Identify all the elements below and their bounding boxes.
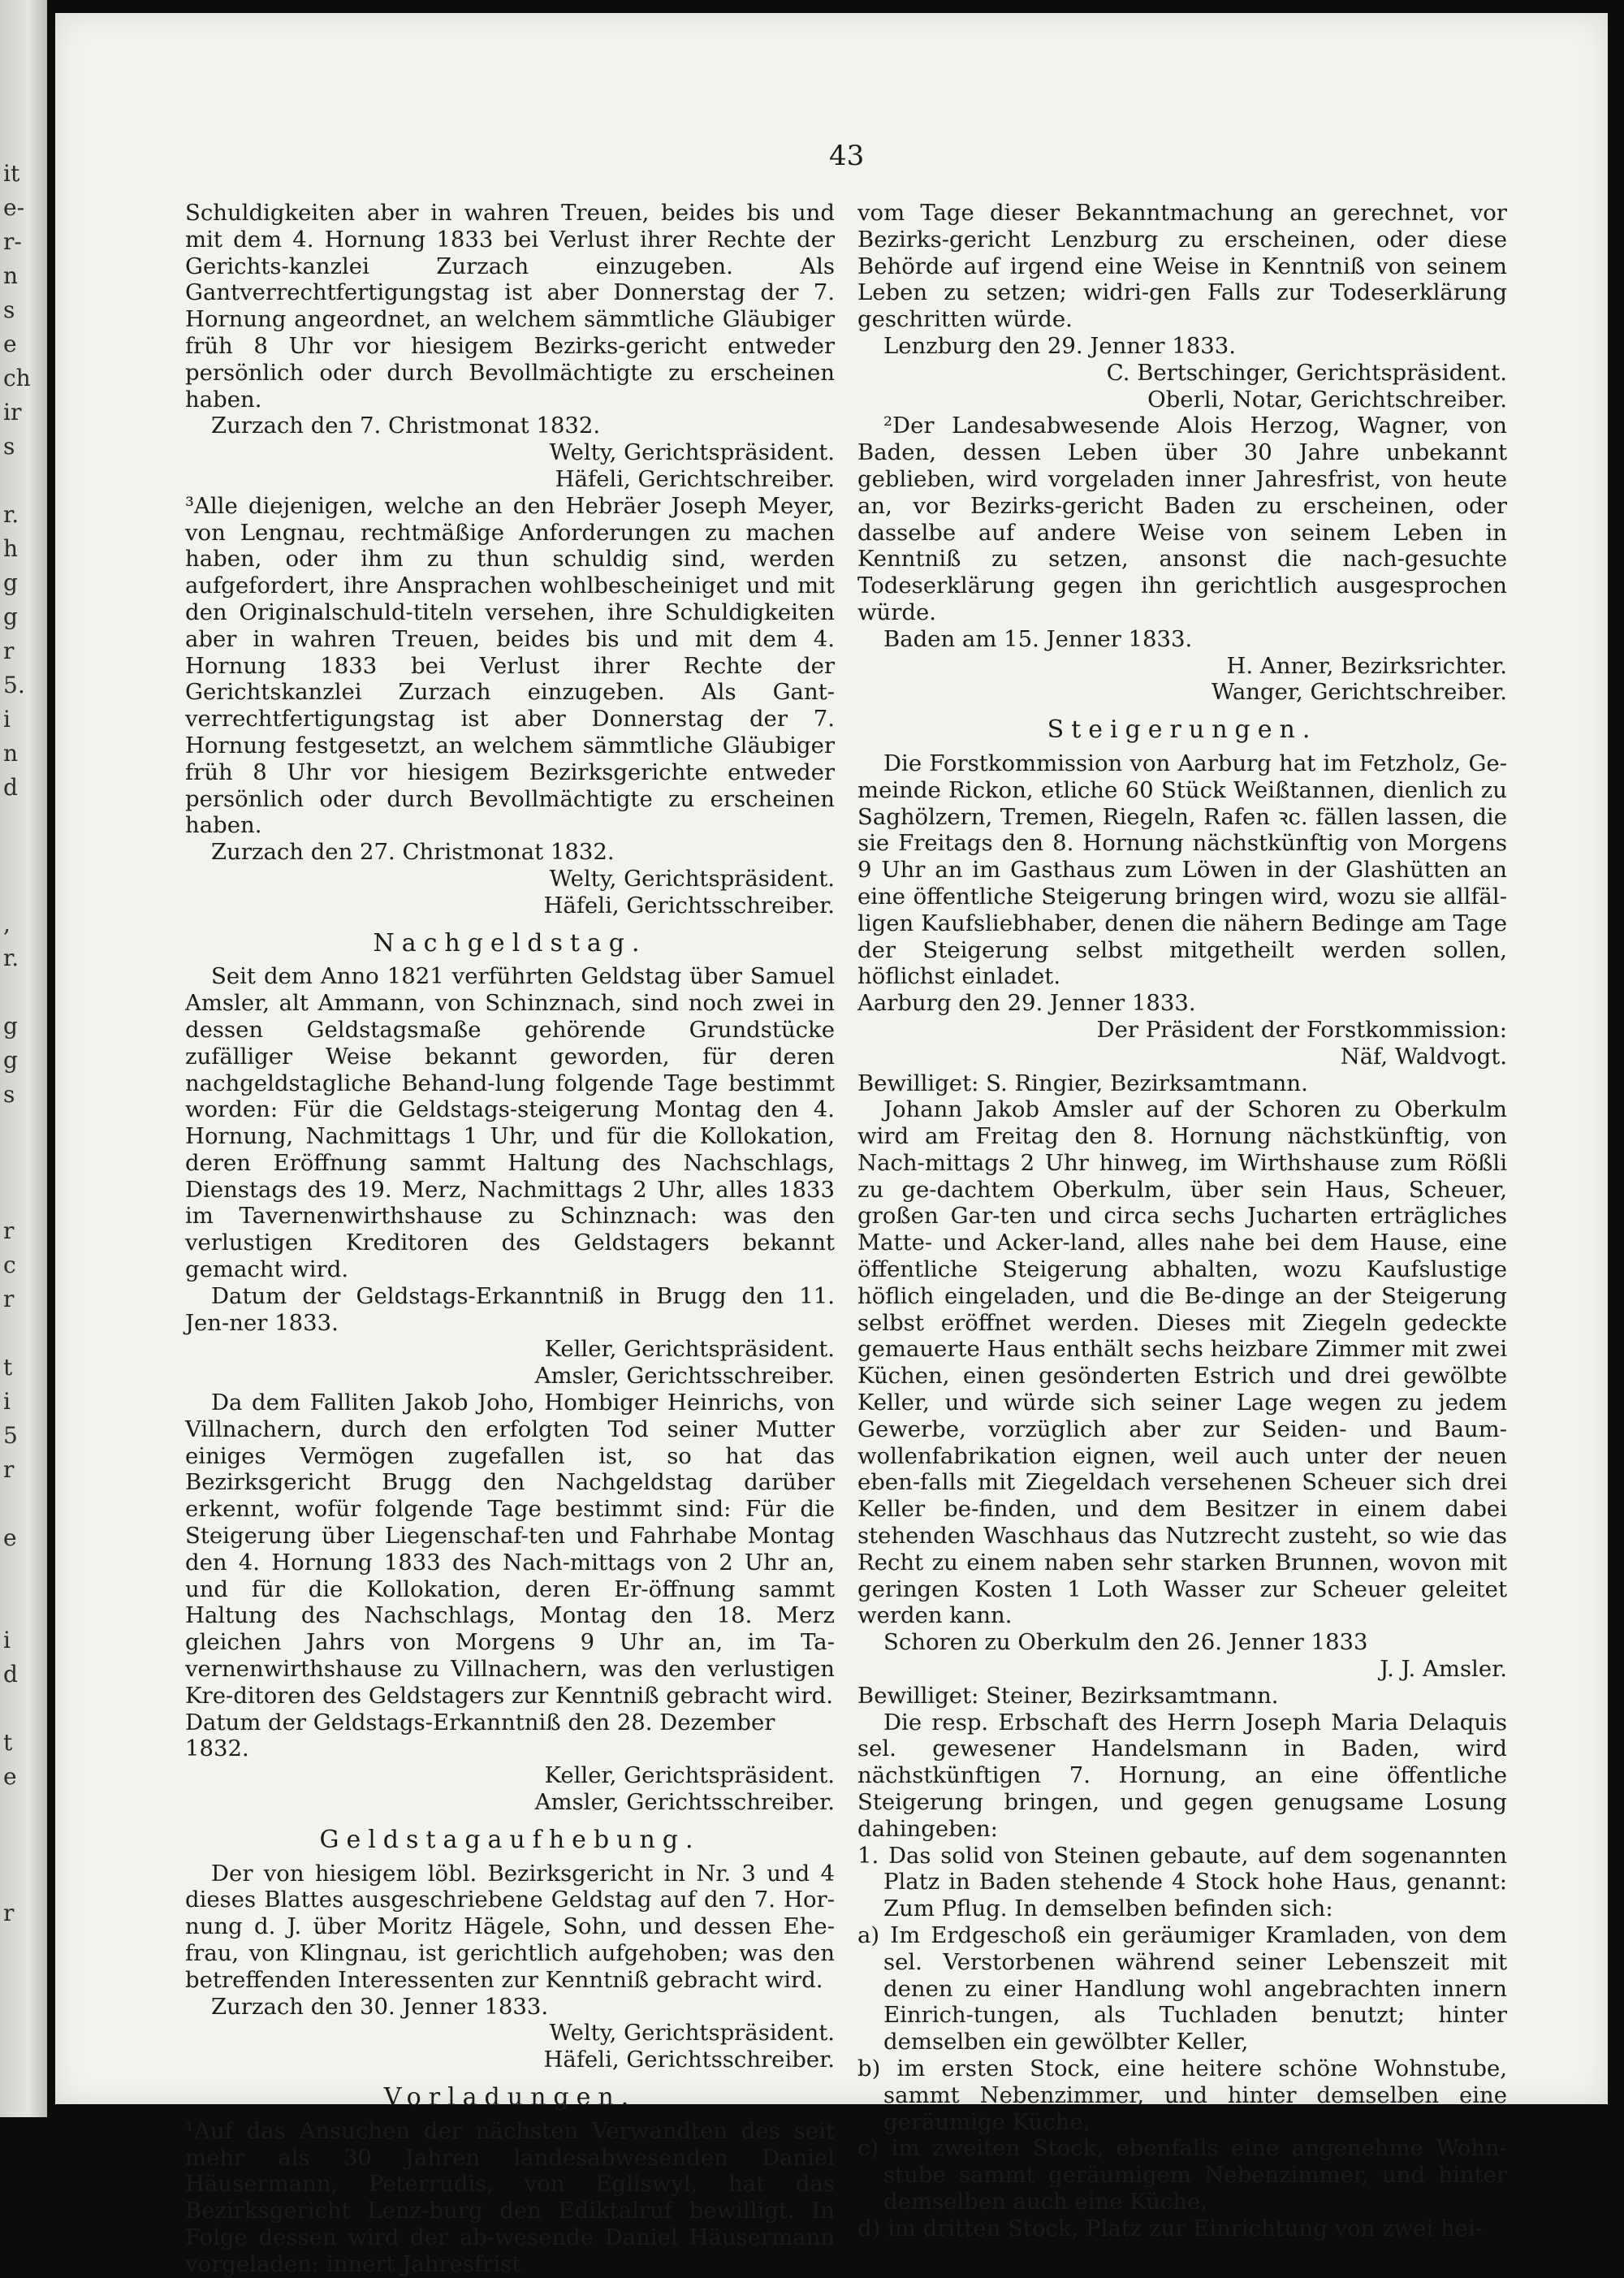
spine-fragment: i xyxy=(3,1627,11,1653)
text-paragraph: Zurzach den 27. Christmonat 1832. xyxy=(211,839,615,866)
spine-fragment: r xyxy=(3,1456,15,1483)
document-page xyxy=(55,13,1608,2277)
spine-fragment: , xyxy=(3,910,11,937)
page-number: 43 xyxy=(829,140,865,172)
spine-fragment: 5. xyxy=(3,672,25,698)
spine-fragment: g xyxy=(3,1047,18,1074)
text-paragraph: Datum der Geldstags-Erkanntniß den 28. Dezember 1832. xyxy=(185,1709,775,1762)
text-paragraph: d) im dritten Stock, Platz zur Einrichtung von zwei hei- xyxy=(857,2215,1484,2241)
spine-fragment: t xyxy=(3,1729,13,1756)
signature-line: Keller, Gerichtspräsident. xyxy=(544,1336,835,1363)
text-paragraph: Zurzach den 30. Jenner 1833. xyxy=(211,1993,549,2020)
signature-line: Welty, Gerichtspräsident. xyxy=(549,865,835,892)
text-paragraph: Die resp. Erbschaft des Herrn Joseph Maria Delaquis sel. gewesener Handelsmann in Baden, wird nächstkünftigen 7. Hornung, an eine öffentliche Steigerung bringen, und gegen genugsame Losung dahingeben: xyxy=(857,1709,1507,1842)
text-paragraph: a) Im Erdgeschoß ein geräumiger Kramladen, von dem sel. Verstorbenen während seiner Lebenszeit mit denen zu einer Handlung wohl angebrachten innern Einrich-tungen, als Tuchladen benutzt; hinter demselben ein gewölbter Keller, xyxy=(857,1922,1507,2055)
signature-line: Häfeli, Gerichtsschreiber. xyxy=(543,892,835,919)
left-column xyxy=(185,200,835,2278)
text-paragraph: vom Tage dieser Bekanntmachung an gerechnet, vor Bezirks-gericht Lenzburg zu erscheinen, oder diese Behörde auf irgend eine Weise in Kenntniß von seinem Leben zu setzen; widri-gen Falls zur Todeserklärung geschritten würde. xyxy=(857,200,1507,333)
signature-line: Häfeli, Gerichtsschreiber. xyxy=(543,2047,835,2073)
text-paragraph: 1. Das solid von Steinen gebaute, auf dem sogenannten Platz in Baden stehende 4 Stock hohe Haus, genannt: Zum Pflug. In demselben befinden sich: xyxy=(857,1842,1507,1922)
section-heading: Steigerungen. xyxy=(1047,715,1318,745)
spine-fragment: s xyxy=(3,433,15,460)
spine-fragment: n xyxy=(3,262,19,289)
text-paragraph: Baden am 15. Jenner 1833. xyxy=(883,625,1193,652)
text-paragraph: ³Alle diejenigen, welche an den Hebräer Joseph Meyer, von Lengnau, rechtmäßige Anforderungen zu machen haben, oder ihm zu thun schuldig sind, werden aufgefordert, ihre Ansprachen wohlbescheiniget und mit den Originalschuld-titeln versehen, ihre Schuldigkeiten aber in wahren Treuen, beides bis und mit dem 4. Hornung 1833 bei Verlust ihrer Rechte der Gerichtskanzlei Zurzach einzugeben. Als Gant-verrechtfertigungstag ist aber Donnerstag der 7. Hornung festgesetzt, an welchem sämmtliche Gläubiger früh 8 Uhr vor hiesigem Bezirksgerichte entweder persönlich oder durch Bevollmächtigte zu erscheinen haben. xyxy=(185,492,835,839)
spine-fragment: s xyxy=(3,296,15,323)
spine-fragment: r xyxy=(3,1217,15,1244)
text-paragraph: Lenzburg den 29. Jenner 1833. xyxy=(883,332,1236,359)
spine-fragment: h xyxy=(3,535,19,562)
text-paragraph: ²Der Landesabwesende Alois Herzog, Wagner, von Baden, dessen Leben über 30 Jahre unbekannt geblieben, wird vorgeladen inner Jahresfrist, von heute an, vor Bezirks-gericht Baden zu erscheinen, oder dasselbe auf andere Weise von seinem Leben in Kenntniß zu setzen, ansonst die nach-gesuchte Todeserklärung gegen ihn gerichtlich ausgesprochen würde. xyxy=(857,413,1507,625)
spine-fragment: r xyxy=(3,1286,15,1312)
text-paragraph: Aarburg den 29. Jenner 1833. xyxy=(857,990,1196,1017)
spine-fragment: n xyxy=(3,740,19,767)
spine-fragment: r xyxy=(3,1900,15,1926)
text-paragraph: Der von hiesigem löbl. Bezirksgericht in Nr. 3 und 4 dieses Blattes ausgeschriebene Geldstag auf den 7. Hor-nung d. J. über Moritz Hägele, Sohn, und dessen Ehe-frau, von Klingnau, ist gerichtlich aufgehoben; was den betreffenden Interessenten zur Kenntniß gebracht wird. xyxy=(185,1860,835,1993)
text-paragraph: b) im ersten Stock, eine heitere schöne Wohnstube, sammt Nebenzimmer, und hinter demselben eine geräumige Küche, xyxy=(857,2055,1507,2135)
spine-fragment: e- xyxy=(3,194,25,221)
spine-fragment: g xyxy=(3,603,18,630)
signature-line: Welty, Gerichtspräsident. xyxy=(549,439,835,466)
spine-fragment: e xyxy=(3,331,17,357)
spine-fragment: e xyxy=(3,1524,17,1551)
spine-fragment: r. xyxy=(3,944,19,971)
spine-fragment: it xyxy=(3,160,20,187)
text-paragraph: Schuldigkeiten aber in wahren Treuen, beides bis und mit dem 4. Hornung 1833 bei Verlust ihrer Rechte der Gerichts-kanzlei Zurzach einzugeben. Als Gantverrechtfertigungstag ist aber Donnerstag der 7. Hornung angeordnet, an welchem sämmtliche Gläubiger früh 8 Uhr vor hiesigem Bezirks-gericht entweder persönlich oder durch Bevollmächtigte zu erscheinen haben. xyxy=(185,200,835,413)
signature-line: Der Präsident der Forstkommission: xyxy=(1096,1016,1507,1043)
spine-fragment: i xyxy=(3,1388,11,1415)
spine-fragment: r. xyxy=(3,501,19,528)
adjacent-page-strip xyxy=(0,0,47,2117)
signature-line: Häfeli, Gerichtschreiber. xyxy=(555,465,835,492)
text-paragraph: Datum der Geldstags-Erkanntniß in Brugg den 11. Jen-ner 1833. xyxy=(185,1282,835,1336)
spine-fragment: g xyxy=(3,569,18,596)
spine-fragment: ch xyxy=(3,365,31,391)
spine-fragment: c xyxy=(3,1251,16,1278)
text-paragraph: Zurzach den 7. Christmonat 1832. xyxy=(211,413,601,439)
spine-fragment: d xyxy=(3,774,18,801)
section-heading: Nachgeldstag. xyxy=(373,928,647,957)
text-paragraph: c) im zweiten Stock, ebenfalls eine angenehme Wohn-stube sammt geräumigem Nebenzimmer, und hinter demselben auch eine Küche, xyxy=(857,2135,1507,2215)
signature-line: Näf, Waldvogt. xyxy=(1340,1043,1507,1070)
text-paragraph: Schoren zu Oberkulm den 26. Jenner 1833 xyxy=(883,1629,1368,1656)
text-paragraph: Seit dem Anno 1821 verführten Geldstag über Samuel Amsler, alt Ammann, von Schinznach, sind noch zwei in dessen Geldstagsmaße gehörende Grundstücke zufälliger Weise bekannt geworden, für deren nachgeldstagliche Behand-lung folgende Tage bestimmt worden: Für die Geldstags-steigerung Montag den 4. Hornung, Nachmittags 1 Uhr, und für die Kollokation, deren Eröffnung sammt Haltung des Nachschlags, Dienstags des 19. Merz, Nachmittags 2 Uhr, alles 1833 im Tavernenwirthshause zu Schinznach: was den verlustigen Kreditoren des Geldstagers bekannt gemacht wird. xyxy=(185,963,835,1283)
text-paragraph: Bewilliget: S. Ringier, Bezirksamtmann. xyxy=(857,1070,1308,1096)
signature-line: Keller, Gerichtspräsident. xyxy=(544,1762,835,1789)
signature-line: Wanger, Gerichtschreiber. xyxy=(1212,679,1507,706)
spine-fragment: d xyxy=(3,1661,18,1688)
spine-fragment: 5 xyxy=(3,1422,18,1449)
signature-line: Amsler, Gerichtsschreiber. xyxy=(534,1789,835,1816)
spine-fragment: g xyxy=(3,1013,18,1040)
spine-fragment: ir xyxy=(3,399,22,426)
signature-line: Amsler, Gerichtsschreiber. xyxy=(534,1363,835,1390)
text-paragraph: Da dem Falliten Jakob Joho, Hombiger Heinrichs, von Villnachern, durch den erfolgten Tod seiner Mutter einiges Vermögen zugefallen ist, so hat das Bezirksgericht Brugg den Nachgeldstag darüber erkennt, wofür folgende Tage bestimmt sind: Für die Steigerung über Liegenschaf-ten und Fahrhabe Montag den 4. Hornung 1833 des Nach-mittags von 2 Uhr an, und für die Kollokation, deren Er-öffnung sammt Haltung des Nachschlags, Montag den 18. Merz gleichen Jahrs von Morgens 9 Uhr an, im Ta-vernenwirthshause zu Villnachern, was den verlustigen Kre-ditoren des Geldstagers zur Kenntniß gebracht wird. xyxy=(185,1390,835,1709)
text-paragraph: ¹Auf das Ansuchen der nächsten Verwandten des seit mehr als 30 Jahren landesabwesenden Daniel Häusermann, Peterrudis, von Egliswyl, hat das Bezirksgericht Lenz-burg den Ediktalruf bewilligt. In Folge dessen wird der ab-wesende Daniel Häusermann vorgeladen: innert Jahresfrist xyxy=(185,2117,835,2277)
section-heading: Geldstagaufhebung. xyxy=(319,1825,701,1854)
spine-fragment: t xyxy=(3,1354,13,1381)
text-paragraph: Bewilliget: Steiner, Bezirksamtmann. xyxy=(857,1682,1279,1709)
section-heading: Vorladungen. xyxy=(383,2082,637,2112)
spine-fragment: i xyxy=(3,706,11,733)
signature-line: Oberli, Notar, Gerichtschreiber. xyxy=(1147,386,1507,413)
text-paragraph: Die Forstkommission von Aarburg hat im Fetzholz, Ge-meinde Rickon, etliche 60 Stück Weißtannen, dienlich zu Saghölzern, Tremen, Riegeln, Rafen ꝛc. fällen lassen, die sie Freitags den 8. Hornung nächstkünftig von Morgens 9 Uhr an im Gasthaus zum Löwen in der Glashütten an eine öffentliche Steigerung bringen wird, wozu sie allfäl-ligen Kaufsliebhaber, denen die nähern Bedinge am Tage der Steigerung selbst mitgetheilt werden sollen, höflichst einladet. xyxy=(857,750,1507,990)
text-paragraph: Johann Jakob Amsler auf der Schoren zu Oberkulm wird am Freitag den 8. Hornung nächstkünftig, von Nach-mittags 2 Uhr hinweg, im Wirthshause zum Rößli zu ge-dachtem Oberkulm, über sein Haus, Scheuer, großen Gar-ten und circa sechs Jucharten erträgliches Matte- und Acker-land, alles nahe bei dem Hause, eine öffentliche Steigerung abhalten, wozu Kaufslustige höflich eingeladen, und die Be-dinge an der Steigerung selbst eröffnet werden. Dieses mit Ziegeln gedeckte gemauerte Haus enthält sechs heizbare Zimmer mit zwei Küchen, einen gesönderten Estrich und drei gewölbte Keller, und würde sich seiner Lage wegen zu jedem Gewerbe, vorzüglich aber zur Seiden- und Baum-wollenfabrikation eignen, weil auch unter der neuen eben-falls mit Ziegeldach versehenen Scheuer sich drei Keller be-finden, und dem Besitzer in einem dabei stehenden Waschhaus das Nutzrecht zusteht, so wie das Recht zu einem naben sehr starken Brunnen, wovon mit geringen Kosten 1 Loth Wasser zur Scheuer geleitet werden kann. xyxy=(857,1096,1507,1629)
spine-fragment: s xyxy=(3,1081,15,1108)
signature-line: C. Bertschinger, Gerichtspräsident. xyxy=(1106,359,1507,386)
signature-line: J. J. Amsler. xyxy=(1380,1656,1507,1683)
signature-line: H. Anner, Bezirksrichter. xyxy=(1226,652,1507,679)
spine-fragment: r- xyxy=(3,228,22,255)
signature-line: Welty, Gerichtspräsident. xyxy=(549,2020,835,2047)
spine-fragment: r xyxy=(3,638,15,664)
spine-fragment: e xyxy=(3,1763,17,1790)
right-column xyxy=(857,200,1507,2242)
